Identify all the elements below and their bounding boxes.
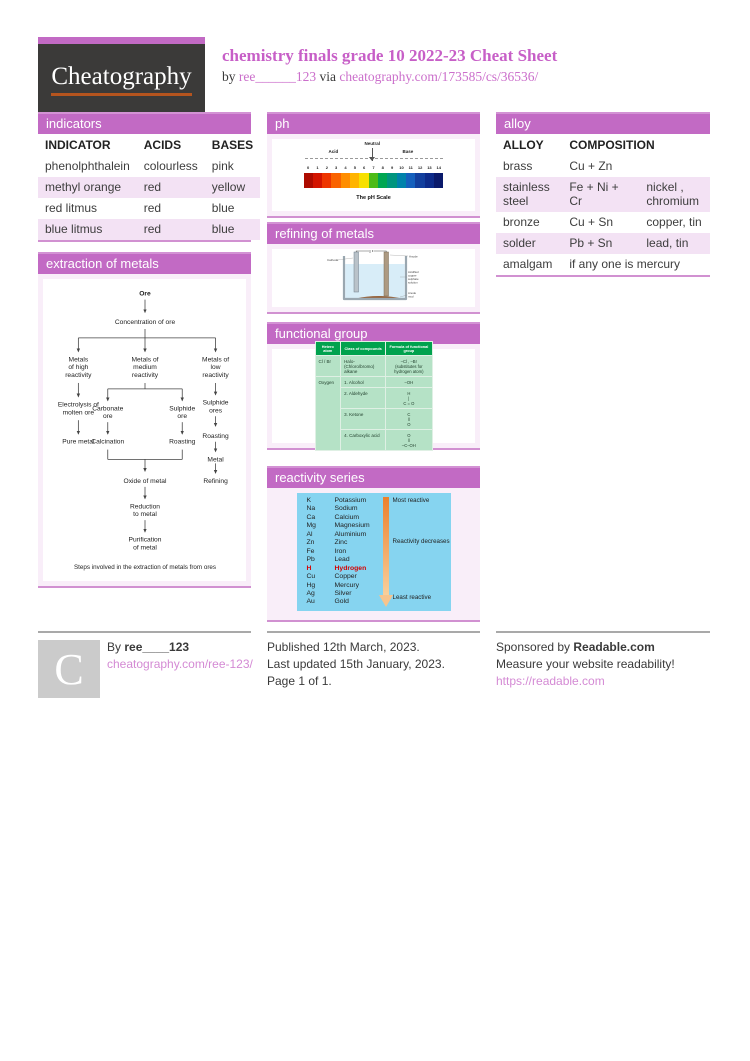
data-table xyxy=(38,134,260,240)
table-cell: Fe + Ni + Cr xyxy=(569,180,619,208)
ph-tick-label: 4 xyxy=(344,165,347,170)
logo-top-accent-bar xyxy=(38,37,205,44)
element-name: Potassium xyxy=(334,497,367,504)
svg-text:ore: ore xyxy=(176,413,187,421)
footer-sponsor-block xyxy=(496,639,675,690)
table-cell xyxy=(639,156,710,177)
section-extraction xyxy=(38,252,251,588)
section-ph xyxy=(267,112,480,218)
table-row xyxy=(38,198,260,219)
footer-author: ree____123 xyxy=(124,640,190,654)
ph-scale-segment xyxy=(387,173,396,188)
sponsor-line: Sponsored by Readable.com xyxy=(496,640,655,654)
element-name: Zinc xyxy=(334,539,348,547)
ph-scale-segment xyxy=(434,173,443,188)
svg-text:Metal: Metal xyxy=(206,456,224,464)
table-row xyxy=(496,233,710,254)
ph-scale-segment xyxy=(313,173,322,188)
ph-tick-label: 11 xyxy=(408,165,413,170)
section-header-extraction: extraction of metals xyxy=(38,252,251,274)
svg-text:Metals of: Metals of xyxy=(201,356,229,364)
cheatography-logo-text: Cheatography xyxy=(51,63,191,96)
ph-scale-image xyxy=(299,140,449,210)
ph-scale-segment xyxy=(369,173,378,188)
reactivity-series-image xyxy=(297,493,451,611)
element-name: Silver xyxy=(334,589,352,597)
least-reactive-label: Least reactive xyxy=(392,594,432,601)
ph-scale-segment xyxy=(378,173,387,188)
section-reactivity xyxy=(267,466,480,622)
element-name: Lead xyxy=(334,556,350,564)
ph-gradient-bar xyxy=(304,173,444,188)
table-row xyxy=(38,177,260,198)
sponsor-name: Readable.com xyxy=(573,640,655,654)
reactivity-row xyxy=(307,522,370,530)
element-symbol: Cu xyxy=(306,573,316,581)
table-row xyxy=(496,254,710,275)
ph-tick-label: 7 xyxy=(372,165,375,170)
element-symbol: Au xyxy=(306,598,315,606)
ph-scale-segment xyxy=(304,173,313,188)
svg-text:mud: mud xyxy=(408,294,414,299)
reactivity-row xyxy=(307,582,370,590)
column-header: ALLOY xyxy=(496,134,562,156)
ph-tick-label: 14 xyxy=(436,165,441,170)
ph-tick-label: 9 xyxy=(391,165,394,170)
fg-formula-cell: O ‖ –C–OH xyxy=(386,430,432,451)
fg-header-row xyxy=(315,342,432,356)
table-cell: blue litmus xyxy=(45,222,103,236)
svg-text:of metal: of metal xyxy=(132,544,157,552)
ph-neutral-arrow xyxy=(372,148,373,161)
ph-tick-label: 0 xyxy=(307,165,310,170)
fg-class-cell: 1. Alcohol xyxy=(341,377,386,388)
footer-profile-link[interactable]: cheatography.com/ree-123/ xyxy=(107,657,253,671)
ph-scale-segment xyxy=(425,173,434,188)
table-cell: phenolphthalein xyxy=(45,159,130,173)
svg-text:Electrolysis of: Electrolysis of xyxy=(57,401,99,409)
data-table xyxy=(496,134,710,275)
svg-text:reactivity: reactivity xyxy=(201,372,229,380)
functional-group-card xyxy=(272,344,475,448)
section-header-reactivity: reactivity series xyxy=(267,466,480,488)
section-indicators xyxy=(38,112,254,242)
table-header-row xyxy=(38,134,260,156)
svg-text:Sulphide: Sulphide xyxy=(168,405,195,413)
svg-text:Anode: Anode xyxy=(409,254,418,259)
fg-formula-cell: H | C = O xyxy=(386,388,432,409)
fg-column-header: Class of compounds xyxy=(341,342,386,356)
reactivity-arrow xyxy=(379,497,393,607)
element-symbol: Mg xyxy=(306,522,316,530)
svg-text:Calcination: Calcination xyxy=(90,438,124,446)
anode-electrode xyxy=(384,252,389,296)
reactivity-decreases-label: Reactivity decreases xyxy=(392,538,450,545)
svg-text:Oxide of metal: Oxide of metal xyxy=(123,477,166,485)
svg-text:Roasting: Roasting xyxy=(201,432,229,440)
published-line: Published 12th March, 2023. xyxy=(267,640,420,654)
by-label: by xyxy=(222,69,236,84)
element-name: Iron xyxy=(334,547,347,555)
section-alloy xyxy=(496,112,710,277)
ph-scale-segment xyxy=(350,173,359,188)
cathode-electrode xyxy=(354,252,359,292)
svg-text:copper: copper xyxy=(408,273,417,278)
author-link[interactable]: ree______123 xyxy=(238,69,317,84)
table-cell: nickel , chromium xyxy=(646,180,700,208)
svg-text:Reduction: Reduction xyxy=(129,503,160,511)
footer-author-line: By ree____123 xyxy=(107,640,190,654)
avatar-letter: C xyxy=(54,644,84,694)
column-header: ACIDS xyxy=(137,134,205,156)
ph-scale-segment xyxy=(359,173,368,188)
ph-scale-segment xyxy=(406,173,415,188)
reactivity-row xyxy=(307,539,370,547)
sheet-url-link[interactable]: cheatography.com/173585/cs/36536/ xyxy=(339,69,539,84)
table-cell: red xyxy=(143,180,162,194)
svg-text:Metals of: Metals of xyxy=(130,356,159,364)
svg-text:Sulphide: Sulphide xyxy=(202,399,229,407)
reactivity-row xyxy=(307,531,370,539)
table-header-row xyxy=(496,134,710,156)
ph-base-label: Base xyxy=(402,149,414,154)
element-symbol: H xyxy=(306,564,312,572)
element-symbol: Ag xyxy=(306,589,315,597)
most-reactive-label: Most reactive xyxy=(392,497,430,504)
ph-scale-segment xyxy=(341,173,350,188)
svg-text:Purification: Purification xyxy=(128,536,161,544)
table-cell: pink xyxy=(211,159,234,173)
element-symbol: Pb xyxy=(306,556,315,564)
element-name: Copper xyxy=(334,573,357,581)
reactivity-row xyxy=(307,505,370,513)
reactivity-row xyxy=(307,497,370,505)
element-symbol: Al xyxy=(306,530,313,538)
section-header-indicators: indicators xyxy=(38,112,251,134)
fg-class-cell: Halo- (Chloro/bromo) alkane xyxy=(341,356,386,377)
byline xyxy=(222,69,538,85)
footer-author-block xyxy=(107,639,253,673)
column-header: INDICATOR xyxy=(38,134,137,156)
ph-scale-card xyxy=(272,139,475,211)
ph-acid-label: Acid xyxy=(328,149,339,154)
table-cell: if any one is mercury xyxy=(569,257,681,271)
reactivity-row xyxy=(307,514,370,522)
table-cell: Cu + Zn xyxy=(569,159,613,173)
footer-divider-2 xyxy=(267,631,480,633)
table-cell: red xyxy=(143,222,162,236)
ph-caption: The pH Scale xyxy=(356,195,391,201)
ph-tick-label: 5 xyxy=(353,165,356,170)
ph-tick-label: 13 xyxy=(427,165,432,170)
cheatography-logo[interactable] xyxy=(38,44,205,115)
fg-formula-cell: –OH xyxy=(386,377,432,388)
element-name: Aluminium xyxy=(334,530,367,538)
table-cell: Cu + Sn xyxy=(569,215,614,229)
ph-tick-labels xyxy=(304,165,444,170)
fg-hetero-cell: Oxygen xyxy=(315,377,341,451)
element-symbol: K xyxy=(306,497,312,504)
table-cell: copper, tin xyxy=(646,215,702,229)
element-name: Sodium xyxy=(334,505,358,513)
svg-text:medium: medium xyxy=(132,364,157,372)
element-symbol: Na xyxy=(306,505,316,513)
svg-text:Carbonate: Carbonate xyxy=(91,405,123,413)
svg-text:Concentration of ore: Concentration of ore xyxy=(114,319,175,327)
section-header-ph: ph xyxy=(267,112,480,134)
reactivity-row xyxy=(307,565,370,573)
footer-meta-block xyxy=(267,639,445,690)
svg-text:Pure metal: Pure metal xyxy=(61,438,94,446)
page-count-line: Page 1 of 1. xyxy=(267,674,332,688)
table-cell: brass xyxy=(503,159,533,173)
svg-text:Anode: Anode xyxy=(408,291,417,295)
element-name: Magnesium xyxy=(334,522,370,530)
via-label: via xyxy=(319,69,336,84)
reactivity-row xyxy=(307,548,370,556)
ph-tick-label: 2 xyxy=(325,165,328,170)
table-cell: stainless steel xyxy=(503,180,550,208)
functional-group-table xyxy=(315,341,433,451)
svg-text:Ore: Ore xyxy=(138,290,151,298)
fg-column-header: Hetero atom xyxy=(315,342,341,356)
ph-neutral-label: Neutral xyxy=(364,141,381,146)
table-row xyxy=(496,212,710,233)
ph-tick-label: 10 xyxy=(399,165,404,170)
table-cell: red litmus xyxy=(45,201,98,215)
fg-row xyxy=(315,377,432,388)
indicators-table xyxy=(38,134,254,240)
ph-tick-label: 8 xyxy=(381,165,384,170)
svg-text:Steps involved in the extracti: Steps involved in the extraction of metals from ores xyxy=(73,564,216,572)
element-name: Calcium xyxy=(334,513,360,521)
table-row xyxy=(496,156,710,177)
table-cell: yellow xyxy=(211,180,246,194)
ph-tick-label: 6 xyxy=(363,165,366,170)
section-header-alloy: alloy xyxy=(496,112,710,134)
updated-line: Last updated 15th January, 2023. xyxy=(267,657,445,671)
reactivity-element-list xyxy=(307,497,370,607)
reactivity-row xyxy=(307,573,370,581)
element-symbol: Zn xyxy=(306,539,315,547)
svg-text:solution: solution xyxy=(408,280,418,285)
extraction-flowchart-image xyxy=(47,283,243,577)
page-title: chemistry finals grade 10 2022-23 Cheat Sheet xyxy=(222,46,558,65)
section-header-refining: refining of metals xyxy=(267,222,480,244)
svg-text:Cathode: Cathode xyxy=(327,258,339,262)
sponsor-tagline: Measure your website readability! xyxy=(496,657,675,671)
svg-text:Refining: Refining xyxy=(202,477,228,485)
refining-diagram xyxy=(326,250,421,306)
svg-text:reactivity: reactivity xyxy=(131,372,158,380)
element-name: Hydrogen xyxy=(334,564,367,572)
column-header: COMPOSITION xyxy=(562,134,710,156)
ph-scale-segment xyxy=(331,173,340,188)
extraction-flowchart xyxy=(43,279,246,581)
fg-class-cell: 4. Carboxylic acid xyxy=(341,430,386,451)
fg-hetero-cell: Cl / Br xyxy=(315,356,341,377)
column-header: BASES xyxy=(205,134,260,156)
table-cell: red xyxy=(143,201,162,215)
table-cell: blue xyxy=(211,201,235,215)
alloy-table xyxy=(496,134,710,275)
element-symbol: Fe xyxy=(306,547,315,555)
svg-text:molten ore: molten ore xyxy=(62,409,94,417)
element-name: Mercury xyxy=(334,581,360,589)
fg-formula-cell: C ‖ O xyxy=(386,409,432,430)
table-cell: bronze xyxy=(503,215,540,229)
ph-scale-segment xyxy=(397,173,406,188)
sponsor-link[interactable]: https://readable.com xyxy=(496,674,605,688)
ph-tick-label: 3 xyxy=(335,165,338,170)
svg-text:Metals: Metals xyxy=(68,356,88,364)
element-symbol: Ca xyxy=(306,513,316,521)
ph-scale-segment xyxy=(322,173,331,188)
table-cell: colourless xyxy=(143,159,198,173)
refining-card xyxy=(272,249,475,307)
table-cell: blue xyxy=(211,222,235,236)
footer-divider-1 xyxy=(38,631,251,633)
table-cell: lead, tin xyxy=(646,236,689,250)
reactivity-row xyxy=(307,590,370,598)
table-row xyxy=(496,177,710,212)
fg-row xyxy=(315,356,432,377)
svg-text:reactivity: reactivity xyxy=(64,372,91,380)
section-header-functional-group: functional group xyxy=(267,322,480,344)
ph-tick-label: 12 xyxy=(417,165,423,170)
ph-tick-label: 1 xyxy=(316,165,319,170)
svg-text:ores: ores xyxy=(208,407,222,415)
reactivity-row xyxy=(307,556,370,564)
ph-scale-segment xyxy=(415,173,424,188)
element-name: Gold xyxy=(334,598,349,606)
footer-divider-3 xyxy=(496,631,710,633)
svg-text:ore: ore xyxy=(102,413,113,421)
footer-avatar[interactable] xyxy=(38,640,100,698)
fg-class-cell: 2. Aldehyde xyxy=(341,388,386,409)
reactivity-row xyxy=(307,598,370,606)
svg-text:sulphate: sulphate xyxy=(408,277,419,281)
table-cell: methyl orange xyxy=(45,180,122,194)
section-functional-group xyxy=(267,322,480,450)
table-row xyxy=(38,156,260,177)
table-cell: Pb + Sn xyxy=(569,236,613,250)
table-row xyxy=(38,219,260,240)
svg-text:low: low xyxy=(210,364,221,372)
table-cell: amalgam xyxy=(503,257,553,271)
svg-text:Roasting: Roasting xyxy=(168,438,195,446)
fg-formula-cell: –Cl , –Br (substitutes for hydrogen atom) xyxy=(386,356,432,377)
fg-column-header: Formula of functional group xyxy=(386,342,432,356)
table-cell: solder xyxy=(503,236,536,250)
element-symbol: Hg xyxy=(306,581,316,589)
section-refining xyxy=(267,222,480,314)
fg-class-cell: 3. Ketone xyxy=(341,409,386,430)
svg-text:of high: of high xyxy=(67,364,88,372)
svg-text:to metal: to metal xyxy=(132,511,157,519)
svg-text:Acidified: Acidified xyxy=(408,270,419,274)
